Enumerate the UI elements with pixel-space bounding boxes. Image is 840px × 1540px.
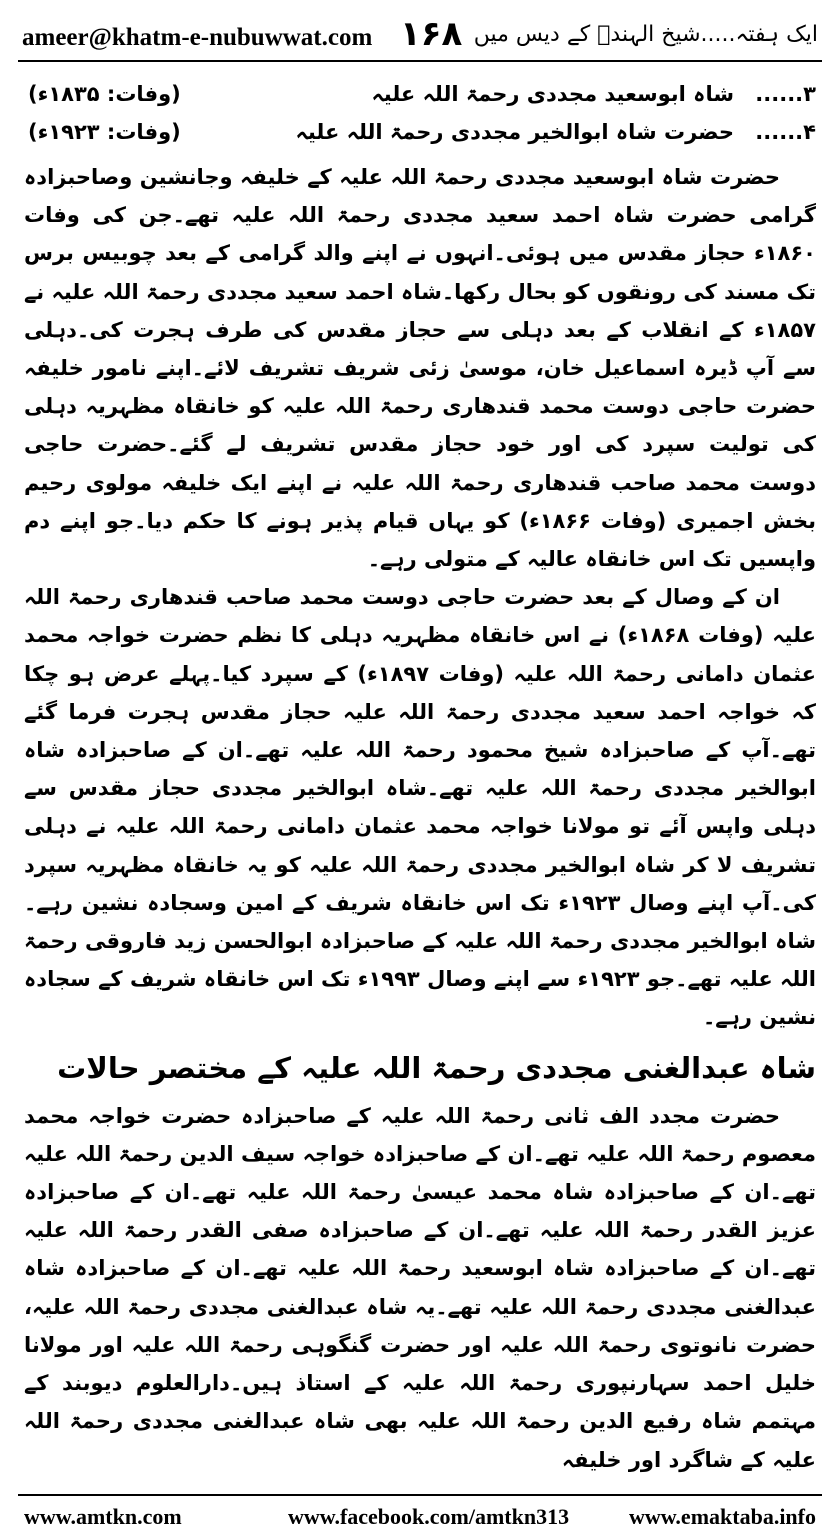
footer-link-facebook[interactable]: www.facebook.com/amtkn313 xyxy=(288,1504,570,1529)
header-rule xyxy=(18,60,822,62)
list-name: شاہ ابوسعید مجددی رحمۃ اللہ علیہ xyxy=(371,82,734,106)
paragraph: حضرت شاہ ابوسعید مجددی رحمۃ اللہ علیہ کے خلیفہ وجانشین وصاحبزادہ گرامی حضرت شاہ احمد سعید مجددی رحمۃ اللہ علیہ تھے۔جن کی وفات ۱۸۶۰ء حجاز مقدس میں ہوئی۔انہوں نے اپنے والد گرامی کے بعد چوبیس برس تک مسند کی رونقوں کو بحال رکھا۔شاہ احمد سعید مجددی رحمۃ اللہ علیہ نے ۱۸۵۷ء کے انقلاب کے بعد دہلی سے حجاز مقدس کی طرف ہجرت کی۔دہلی سے آپ ڈیرہ اسماعیل خان، موسیٰ زئی شریف تشریف لائے۔اپنے نامور خلیفہ حضرت حاجی دوست محمد قندھاری رحمۃ اللہ علیہ کو خانقاہ مظہریہ دہلی کی تولیت سپرد کی اور خود حجاز مقدس تشریف لے گئے۔حضرت حاجی دوست محمد صاحب قندھاری رحمۃ اللہ علیہ نے اپنے ایک خلیفہ مولوی رحیم بخش اجمیری (وفات ۱۸۶۶ء) کو یہاں قیام پذیر ہونے کا حکم دیا۔جو اپنے دم واپسیں تک اس خانقاہ عالیہ کے متولی رہے۔ xyxy=(24,165,816,572)
book-title: ایک ہفتہ.....شیخ الہندؒ کے دیس میں xyxy=(473,22,818,47)
page-header xyxy=(18,14,822,58)
paragraph: ان کے وصال کے بعد حضرت حاجی دوست محمد صاحب قندھاری رحمۃ اللہ علیہ (وفات ۱۸۶۸ء) نے اس خانقاہ مظہریہ دہلی کا نظم حضرت خواجہ محمد عثمان دامانی رحمۃ اللہ علیہ (وفات ۱۸۹۷ء) کے سپرد کیا۔پہلے عرض ہو چکا کہ خواجہ احمد سعید مجددی رحمۃ اللہ علیہ حجاز مقدس ہجرت فرما گئے تھے۔آپ کے صاحبزادہ شیخ محمود رحمۃ اللہ علیہ تھے۔ان کے صاحبزادہ شاہ ابوالخیر مجددی رحمۃ اللہ علیہ تھے۔شاہ ابوالخیر مجددی حجاز مقدس سے دہلی واپس آئے تو مولانا خواجہ محمد عثمان دامانی رحمۃ اللہ علیہ نے دہلی تشریف لا کر شاہ ابوالخیر مجددی رحمۃ اللہ علیہ کو یہ خانقاہ مظہریہ سپرد کی۔آپ اپنے وصال ۱۹۲۳ء تک اس خانقاہ شریف کے امین وسجادہ نشین رہے۔شاہ ابوالخیر مجددی رحمۃ اللہ علیہ کے صاحبزادہ ابوالحسن زید فاروقی رحمۃ اللہ علیہ تھے۔جو ۱۹۲۳ء سے اپنے وصال ۱۹۹۳ء تک اس خانقاہ شریف کے سجادہ نشین رہے۔ xyxy=(24,585,817,1030)
footer-rule xyxy=(18,1494,822,1496)
list-date: (وفات: ۱۹۲۳ء) xyxy=(28,120,181,144)
page-footer xyxy=(18,1504,822,1534)
list-item xyxy=(24,82,816,120)
section-heading: شاہ عبدالغنی مجددی رحمۃ اللہ علیہ کے مختصر حالات xyxy=(57,1050,816,1085)
page-body xyxy=(24,82,816,1479)
page-number: ۱۶۸ xyxy=(400,14,463,54)
list-date: (وفات: ۱۸۳۵ء) xyxy=(28,82,181,106)
header-email: ameer@khatm-e-nubuwwat.com xyxy=(22,24,373,51)
list-number: ۳...... xyxy=(755,82,816,106)
paragraph: حضرت مجدد الف ثانی رحمۃ اللہ علیہ کے صاحبزادہ حضرت خواجہ محمد معصوم رحمۃ اللہ علیہ تھے۔ان کے صاحبزادہ خواجہ سیف الدین رحمۃ اللہ علیہ تھے۔ان کے صاحبزادہ شاہ محمد عیسیٰ رحمۃ اللہ علیہ تھے۔ان کے صاحبزادہ عزیز القدر رحمۃ اللہ علیہ تھے۔ان کے صاحبزادہ صفی القدر رحمۃ اللہ علیہ تھے۔ان کے صاحبزادہ شاہ ابوسعید رحمۃ اللہ علیہ تھے۔ان کے صاحبزادہ شاہ عبدالغنی مجددی رحمۃ اللہ علیہ تھے۔یہ شاہ عبدالغنی مجددی رحمۃ اللہ علیہ، حضرت نانوتوی رحمۃ اللہ علیہ اور حضرت گنگوہی رحمۃ اللہ علیہ اور مولانا خلیل احمد سہارنپوری رحمۃ اللہ علیہ کے استاذ ہیں۔دارالعلوم دیوبند کے مہتمم شاہ رفیع الدین رحمۃ اللہ علیہ بھی شاہ عبدالغنی مجددی رحمۃ اللہ علیہ کے شاگرد اور خلیفہ xyxy=(24,1103,816,1472)
list-name: حضرت شاہ ابوالخیر مجددی رحمۃ اللہ علیہ xyxy=(295,120,734,144)
footer-link-amtkn[interactable]: www.amtkn.com xyxy=(24,1504,182,1529)
footer-link-emaktaba[interactable]: www.emaktaba.info xyxy=(628,1504,816,1529)
list-number: ۴...... xyxy=(755,120,816,144)
list-item xyxy=(24,120,816,158)
